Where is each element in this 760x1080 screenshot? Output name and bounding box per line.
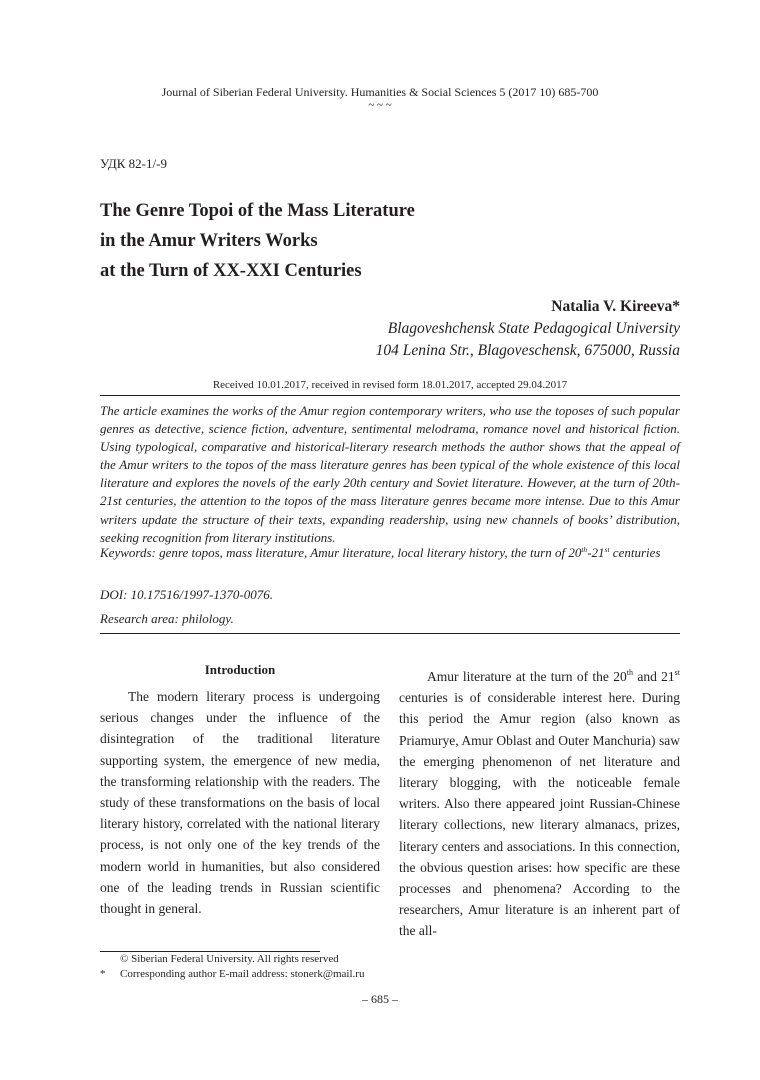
intro-paragraph: The modern literary process is undergoing serious changes under the influence of the disintegration of the traditional literature supporting system, the emergence of new media, the transforming relationship with the readers. The study of these transformations on the basis of local literary history, correlated with the national literary process, is not only one of the key trends of the modern world in humanities, but also considered one of the leading trends in Russian scientific thought in general.: [100, 689, 380, 917]
right-sup-st: st: [674, 668, 680, 677]
right-text-1: Amur literature at the turn of the 20: [427, 669, 627, 684]
right-column: [399, 666, 680, 942]
title-line-1: The Genre Topoi of the Mass Literature: [100, 201, 415, 221]
right-text-2: and 21: [633, 669, 675, 684]
abstract-top-rule: [100, 395, 680, 396]
page-number: – 685 –: [362, 992, 398, 1006]
abstract-bottom-rule: [100, 633, 680, 634]
research-area: Research area: philology.: [100, 611, 234, 626]
article-title: [100, 196, 660, 286]
footnote-copyright: © Siberian Federal University. All rights reserved: [120, 953, 339, 965]
abstract: The article examines the works of the Amur region contemporary writers, who use the toposes of such popular genres as detective, science fiction, adventure, sentimental melodrama, romance novel and historical fiction. Using typological, comparative and historical-literary research methods the author shows that the appeal of the Amur writers to the topos of the mass literature genres has been typical of the whole existence of this local literature and explores the novels of the early 20th century and Soviet literature. However, at the turn of 20th-21st centuries, the attention to the topos of the mass literature genres became more intense. Due to this Amur writers update the structure of their texts, expanding readership, using new channels of books’ distribution, seeking recognition from literary institutions.: [100, 403, 680, 545]
section-heading-introduction: Introduction: [204, 662, 276, 677]
keywords-sup-th: th: [581, 545, 588, 554]
keywords-mid: -21: [587, 545, 605, 560]
keywords-text: Keywords: genre topos, mass literature, Amur literature, local literary history, the turn of 20: [100, 545, 582, 560]
keywords: [100, 544, 680, 562]
received-dates: Received 10.01.2017, received in revised form 18.01.2017, accepted 29.04.2017: [212, 379, 568, 391]
author-block: [376, 296, 680, 362]
keywords-end: centuries: [609, 545, 661, 560]
footnote-email: Corresponding author E-mail address: stonerk@mail.ru: [120, 968, 365, 980]
udk-code: УДК 82-1/-9: [100, 156, 167, 171]
doi: DOI: 10.17516/1997-1370-0076.: [100, 587, 273, 602]
author-name: Natalia V. Kireeva*: [551, 298, 680, 315]
right-paragraph: [399, 666, 680, 942]
footnote-rule: [100, 951, 320, 952]
title-line-2: in the Amur Writers Works: [100, 231, 318, 251]
keywords-sup-st: st: [604, 545, 610, 554]
author-address: 104 Lenina Str., Blagoveschensk, 675000, Russia: [375, 342, 680, 359]
author-affiliation: Blagoveshchensk State Pedagogical University: [387, 320, 680, 337]
right-text-3: centuries is of considerable interest here. During this period the Amur region (also known as Priamurye, Amur Oblast and Outer Manchuria) saw the emerging phenomenon of net literature and literary blogging, with the noticeable female writers. Also there appeared joint Russian-Chinese literary collections, new literary almanacs, prizes, literary centers and associations. In this connection, the obvious question arises: how specific are these processes and phenomena? According to the researchers, Amur literature is an inherent part of the all-: [399, 690, 680, 939]
footnote-star: *: [100, 968, 106, 980]
header-ornament: ~ ~ ~: [368, 99, 392, 111]
left-column: [100, 686, 380, 919]
footnote-corresponding: [100, 968, 364, 981]
title-line-3: at the Turn of XX-XXI Centuries: [100, 261, 362, 281]
journal-header: Journal of Siberian Federal University. Humanities & Social Sciences 5 (2017 10) 685-700: [161, 85, 599, 99]
right-sup-th: th: [626, 668, 633, 677]
